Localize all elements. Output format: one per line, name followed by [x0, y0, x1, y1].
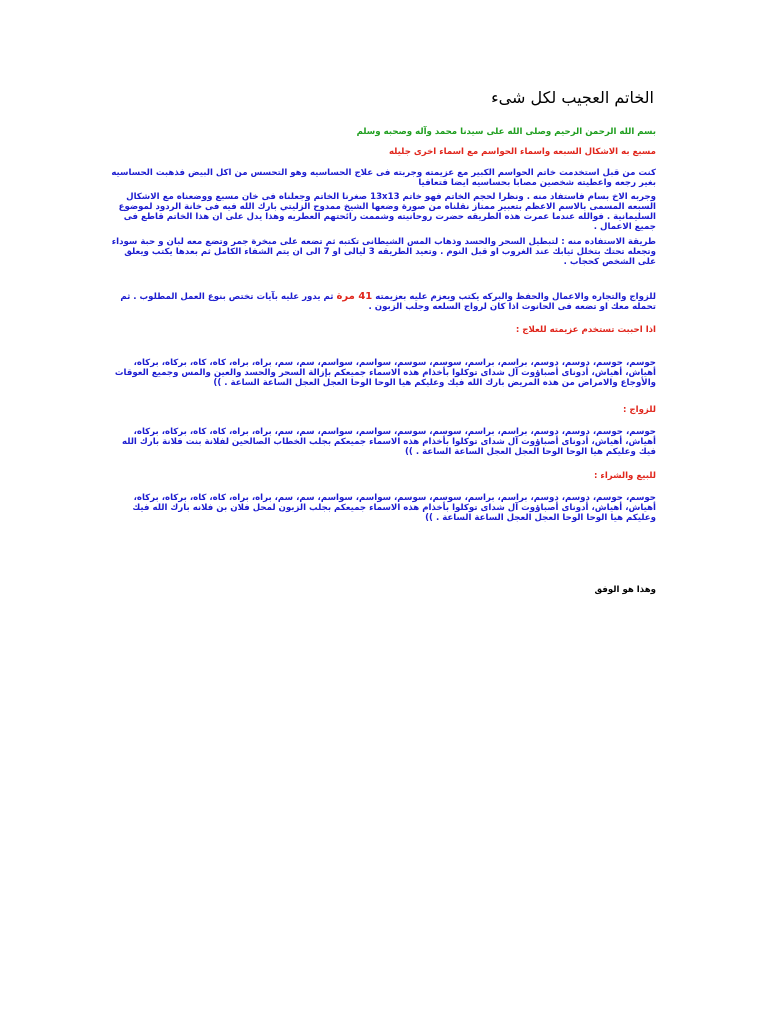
basmala-line: بسم الله الرحمن الرحيم وصلى الله على سيدنا محمد وآله وصحبه وسلم	[356, 127, 656, 137]
intro-paragraph-2: وجربه الاخ بسام فاستفاد منه . ونظرا لحجم الخاتم فهو خاتم 13x13 صغرنا الخاتم وجعلناه فى خان مسبع ووضعناه مع الاشكال السبعه المسمى بالاسم الاعظم بتعبير ممتاز نقلناه من صورة وضعها الشيخ ممدوح الزليتي بارك الله فيه فى خانة الردود لموضوع السليمانية . فوالله عندما عمرت هذه الطريقه حضرت روحانيته وشممت رائحتهم العطريه وهذا يدل على ان هذا الخاتم قاطع فى جميع الاعمال .	[118, 192, 656, 232]
marriage-trade-count: 41 مرة	[336, 291, 373, 302]
marriage-trade-text-end: ثم يدور عليه بآيات تختص بنوع العمل المطلوب . ثم تحمله معك او تضعه فى الحانوت اذا كان لرواج السلعه وجلب الزبون .	[120, 292, 656, 312]
subtitle-line: مسبع به الاشكال السبعه واسماء الحواسم مع اسماء اخرى جليله	[388, 147, 656, 157]
healing-incantation: حوسم، حوسم، دوسم، دوسم، براسم، براسم، سوسم، سوسم، سواسم، سواسم، سم، سم، براه، براه، كاه، كاه، بركاه، بركاه، أهياش، أهياش، أدوناى أصباؤوت آل شداى توكلوا بأخذام هذه الاسماء جميعكم بإزالة السحر والحسد والعين والمس وجميع العوقات والأوجاع والامراض من هذه المريض بارك الله فيك وعليكم هيا الوحا الوحا العجل العجل الساعة الساعة . ))	[114, 358, 656, 388]
intro-paragraph-1: كنت من قبل استخدمت خاتم الحواسم الكبير مع عزيمته وجربته فى علاج الحساسيه وهو التحسس من اكل البيض فذهبت الحساسيه بغير رجعه واعطيته شخصين مصابا بحساسيه ايضا فتعافيا	[111, 168, 656, 188]
marriage-trade-paragraph	[108, 292, 656, 312]
marriage-heading: للزواج :	[623, 405, 656, 415]
trade-heading: للبيع والشراء :	[594, 471, 656, 481]
marriage-incantation: حوسم، حوسم، دوسم، دوسم، براسم، براسم، سوسم، سوسم، سواسم، سواسم، سم، سم، براه، براه، كاه، كاه، بركاه، بركاه، أهياش، أهياش، أدوناى أصباؤوت آل شداى توكلوا بأخذام هذه الاسماء جميعكم بجلب الخطاب الصالحين لفلانة بنت فلانة بارك الله فيك وعليكم هيا الوحا الوحا العجل العجل الساعة الساعة . ))	[121, 427, 656, 457]
document-title: الخاتم العجيب لكل شىء	[491, 88, 654, 107]
marriage-trade-text-start: للزواج والتجاره والاعمال والحفظ والبركه يكتب ويعزم عليه بعزيمته	[375, 292, 656, 302]
healing-heading: اذا احببت تستخدم عزيمته للعلاج :	[515, 325, 656, 335]
trade-incantation: حوسم، حوسم، دوسم، دوسم، براسم، براسم، سوسم، سوسم، سواسم، سواسم، سم، سم، براه، براه، كاه، كاه، بركاه، بركاه، أهياش، أهياش، أدوناى أصباؤوت آل شداى توكلوا بأخذام هذه الاسماء جميعكم بجلب الزبون لمحل فلان بن فلانه بارك الله فيك وعليكم هيا الوحا الوحا العجل العجل الساعة الساعة . ))	[132, 493, 656, 523]
closing-line: وهذا هو الوفق	[594, 585, 656, 595]
method-paragraph: طريقة الاستفاده منه : لتبطيل السحر والحسد وذهاب المس الشيطانى تكتبه ثم تضعه على مبخرة جمر وتضع معه لبان و حبة سوداء وتجعله تحتك بتخلل ثيابك عند الغروب او قبل النوم . وتعيد الطريقه 3 ليالى او 7 الى ان يتم الشفاء الكامل ثم بعدها يكتب ويعلق على الشخص كحجاب .	[111, 237, 656, 267]
